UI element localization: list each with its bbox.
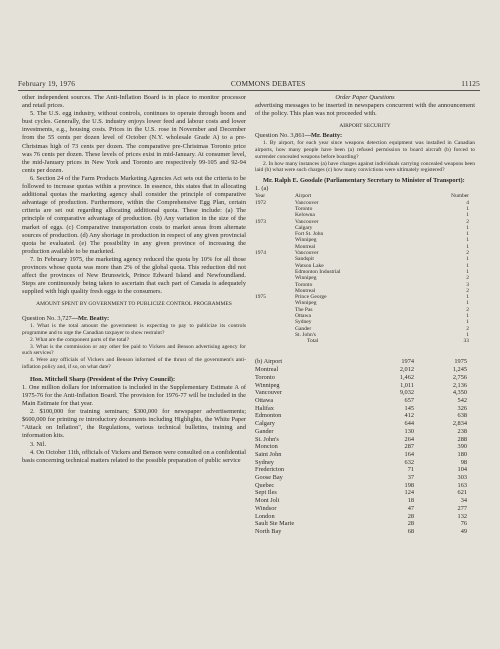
speaker-name: Hon. Mitchell Sharp (President of the Privy Council): [30, 375, 176, 383]
table-row [255, 513, 475, 521]
cell-1975: 4,350 [452, 389, 467, 397]
table-row [255, 397, 475, 405]
page-header [18, 79, 480, 88]
cell-airport: The Pas [295, 306, 313, 313]
cell-airport: Winnipeg [295, 237, 317, 244]
right-column [255, 94, 475, 536]
cell-airport: Fredericton [255, 466, 285, 474]
cell-1974: 145 [404, 404, 414, 412]
cell-airport: London [255, 512, 275, 520]
cell-1974: 657 [404, 396, 414, 404]
cell-number: 1 [466, 205, 469, 212]
cell-1975: 288 [457, 435, 467, 443]
cell-number: 2 [466, 275, 469, 282]
total-value: 33 [463, 338, 469, 345]
cell-airport: Halifax [255, 404, 274, 412]
paragraph: 7. In February 1975, the marketing agency reduced the quota by 10% for all those provinces whose quota was more than 2% of the global quota. This reduction did not affect the provinces of New Brunswick, Prince Edward Island and Newfoundland. Steps are continuously being taken to ascertain that each part of Canada is adequately supplied with high quality fresh eggs to the consumers. [22, 255, 246, 296]
cell-airport: Montreal [295, 287, 316, 294]
cell-airport: Edmonton Industrial [295, 268, 341, 275]
cell-1974: 644 [404, 420, 414, 428]
cell-number: 2 [466, 325, 469, 332]
cell-airport: Watson Lake [295, 262, 324, 269]
left-column [22, 94, 246, 465]
section-heading: AIRPORT SECURITY [339, 123, 391, 130]
question-asker: —Mr. Beatty: [304, 132, 343, 140]
cell-number: 1 [466, 331, 469, 338]
cell-number: 1 [466, 224, 469, 231]
cell-1975: 277 [457, 504, 467, 512]
cell-1974: 1,011 [400, 381, 414, 389]
cell-airport: Kelowna [295, 212, 315, 219]
surrenders-table [255, 358, 475, 535]
cell-1975: 76 [460, 520, 467, 528]
cell-airport: Vancouver [255, 389, 282, 397]
cell-number: 1 [466, 262, 469, 269]
cell-1975: 2,756 [452, 373, 467, 381]
question-label [22, 315, 246, 323]
table-header-row [255, 358, 475, 366]
cell-airport: Winnipeg [295, 300, 317, 307]
cell-airport: Montreal [255, 366, 279, 374]
column-header-airport: (b) Airport [255, 358, 283, 366]
cell-airport: Quebec [255, 481, 275, 489]
paragraph: 6. Section 24 of the Farm Products Marketing Agencies Act sets out the criteria to be followed to increase quotas within a province. In essence, this states that in allocating additional quotas the marketing agency shall consider the principle of comparative advantage of production. Furthermore, within the Comprehensive Egg Plan, certain criteria are set out regarding allocating additional quota. These include: (a) The principle of comparative advantage of production. (b) Any variation in the size of the market of eggs. (c) Comparative transportation costs to market areas from alternate sources of production. (d) Any shortage in production in respect of any given provincial quota be evaluated. (e) The possibility in any given province of increasing the production available to be marketed. [22, 174, 246, 255]
column-header-1975: 1975 [454, 358, 467, 366]
cell-1975: 104 [457, 466, 467, 474]
header-date: February 19, 1976 [18, 79, 76, 88]
cell-1974: 164 [404, 450, 414, 458]
table-row [255, 474, 475, 482]
answer-text: 2. $100,000 for training seminars; $300,000 for newspaper advertisements; $600,000 for printing re introductory documents including Highlights, the White Paper "Attack on Inflation", the Regulations, various technical bulletins, training and information kits. [22, 408, 246, 440]
table-row [255, 466, 475, 474]
cell-airport: Prince George [295, 294, 327, 301]
cell-1974: 632 [404, 458, 414, 466]
refusals-table-body [255, 200, 475, 339]
cell-airport: Sydney [255, 458, 274, 466]
paragraph: other independent sources. The Anti-Inflation Board is in place to monitor processor and retail prices. [22, 94, 246, 110]
question-text: 1. By airport, for each year since weapons detection equipment was installed in Canadian airports, how many people have been (a) refused permission to board aircraft (b) forced to surrender concealed weapons before boarding? [255, 140, 475, 160]
cell-1974: 28 [407, 520, 414, 528]
cell-airport: Saint John [255, 450, 282, 458]
question-label [255, 132, 475, 140]
table-row [255, 420, 475, 428]
header-title: COMMONS DEBATES [230, 79, 306, 88]
cell-number: 2 [466, 287, 469, 294]
table-row [255, 520, 475, 528]
cell-airport: Toronto [295, 281, 313, 288]
cell-number: 2 [466, 218, 469, 225]
cell-airport: Edmonton [255, 412, 282, 420]
question-text: 1. What is the total amount the government is expecting to pay to publicize its controls programme and to urge the Canadian taxpayer to show restraint? [22, 323, 246, 337]
cell-1975: 2,834 [452, 420, 467, 428]
refusals-table [255, 193, 475, 344]
cell-1975: 390 [457, 443, 467, 451]
table-row [255, 505, 475, 513]
cell-airport: Gander [255, 427, 274, 435]
column-header-1974: 1974 [401, 358, 414, 366]
cell-number: 4 [466, 199, 469, 206]
cell-airport: Fort St. John [295, 231, 324, 238]
cell-1974: 37 [407, 474, 414, 482]
cell-1975: 98 [460, 458, 467, 466]
cell-1974: 18 [407, 497, 414, 505]
question-number: Question No. 3,861 [255, 132, 305, 140]
cell-1974: 28 [407, 512, 414, 520]
table-row [255, 451, 475, 459]
cell-number: 1 [466, 243, 469, 250]
table-row [255, 382, 475, 390]
paragraph: 5. The U.S. egg industry, without controls, continues to operate through boom and bust cycles. Generally, the U.S. industry enjoys lower feed and labour costs and lower investments, e.g., housing costs. Prices in the U.S. rose in November and December from the 55 cents per dozen level of October (N.Y. wholesale Grade A) to a pre-Christmas high of 73 cents per dozen. The comparative pre-Christmas Toronto price was 76 cents per dozen. These levels of prices exist in mid-January. At consumer level, the mid-January prices in New York and Toronto are respectively 99-105 and 92-94 cents per dozen. [22, 110, 246, 174]
column-header-number: Number [450, 193, 469, 200]
cell-airport: Ottawa [255, 396, 274, 404]
paragraph: advertising messages to be inserted in newspapers concurrent with the announcement of the policy. This plan was not proceeded with. [255, 102, 475, 118]
cell-1975: 621 [457, 489, 467, 497]
question-text: 2. What are the component parts of the total? [30, 336, 130, 343]
question-number: Question No. 3,727 [22, 315, 72, 323]
question-asker: —Mr. Beatty: [71, 315, 110, 323]
cell-1975: 132 [457, 512, 467, 520]
cell-number: 1 [466, 268, 469, 275]
cell-year: 1972 [255, 199, 266, 206]
cell-1974: 198 [404, 481, 414, 489]
cell-1975: 180 [457, 450, 467, 458]
cell-1974: 412 [404, 412, 414, 420]
table-row [255, 459, 475, 467]
cell-airport: Moncton [255, 443, 278, 451]
cell-1975: 2,136 [452, 381, 467, 389]
section-title: Order Paper Questions [335, 94, 395, 101]
table-row [255, 412, 475, 420]
speaker-name: Mr. Ralph E. Goodale (Parliamentary Secretary to Minister of Transport): [263, 177, 465, 185]
cell-airport: Winnipeg [295, 275, 317, 282]
cell-number: 2 [466, 306, 469, 313]
cell-1974: 68 [407, 527, 414, 535]
cell-year: 1975 [255, 294, 266, 301]
cell-airport: Vancouver [295, 250, 319, 257]
cell-airport: St. John's [255, 435, 279, 443]
cell-1975: 326 [457, 404, 467, 412]
cell-1974: 124 [404, 489, 414, 497]
surrenders-table-body [255, 366, 475, 535]
cell-number: 1 [466, 300, 469, 307]
section-heading: AMOUNT SPENT BY GOVERNMENT TO PUBLICIZE CONTROL PROGRAMMES [36, 301, 232, 308]
cell-airport: Gander [295, 325, 312, 332]
cell-airport: Ottawa [295, 312, 311, 319]
cell-1975: 49 [460, 527, 467, 535]
table-row [255, 428, 475, 436]
cell-airport: Sept Iles [255, 489, 277, 497]
cell-number: 1 [466, 319, 469, 326]
cell-year: 1973 [255, 218, 266, 225]
cell-1974: 287 [404, 443, 414, 451]
cell-1975: 34 [460, 497, 467, 505]
answer-intro: 1. (a) [255, 185, 269, 193]
cell-airport: Sandspit [295, 256, 314, 263]
cell-1974: 47 [407, 504, 414, 512]
total-label: Total [307, 338, 319, 345]
question-text: 3. What is the commission or any other fee paid to Vickers and Benson advertising agency for such services? [22, 343, 246, 357]
cell-airport: Sault Ste Marie [255, 520, 295, 528]
cell-1974: 9,032 [399, 389, 414, 397]
cell-1974: 1,462 [399, 373, 414, 381]
cell-1975: 1,245 [452, 366, 467, 374]
table-row [255, 436, 475, 444]
cell-number: 1 [466, 237, 469, 244]
table-row [255, 497, 475, 505]
cell-airport: Vancouver [295, 218, 319, 225]
cell-airport: Sydney [295, 319, 312, 326]
cell-airport: Mont Joli [255, 497, 280, 505]
cell-1975: 163 [457, 481, 467, 489]
table-row [255, 389, 475, 397]
cell-airport: Calgary [295, 224, 313, 231]
cell-airport: St. John's [295, 331, 316, 338]
table-row [255, 443, 475, 451]
question-text: 2. In how many instances (a) have charges against individuals carrying concealed weapons been laid (b) what were such charges (c) how many convictions were ultimately registered? [255, 160, 475, 174]
answer-text: 3. Nil. [30, 440, 47, 448]
table-row [255, 489, 475, 497]
cell-airport: Montreal [295, 243, 316, 250]
cell-1975: 303 [457, 474, 467, 482]
cell-1975: 238 [457, 427, 467, 435]
cell-airport: Calgary [255, 420, 275, 428]
cell-airport: North Bay [255, 527, 282, 535]
column-header-airport: Airport [295, 193, 312, 200]
cell-1974: 2,012 [399, 366, 414, 374]
cell-1975: 542 [457, 396, 467, 404]
cell-number: 3 [466, 281, 469, 288]
column-header-year: Year [255, 193, 266, 200]
cell-airport: Vancouver [295, 199, 319, 206]
table-row [255, 405, 475, 413]
cell-number: 1 [466, 256, 469, 263]
cell-number: 1 [466, 212, 469, 219]
question-text: 4. Were any officials of Vickers and Benson informed of the thrust of the government's anti-inflation policy and, if so, on what date? [22, 357, 246, 371]
cell-airport: Goose Bay [255, 474, 283, 482]
table-row [255, 528, 475, 536]
cell-number: 1 [466, 231, 469, 238]
cell-number: 1 [466, 312, 469, 319]
cell-1975: 638 [457, 412, 467, 420]
table-row [255, 366, 475, 374]
cell-number: 2 [466, 250, 469, 257]
cell-airport: Winnipeg [255, 381, 280, 389]
cell-airport: Windsor [255, 504, 277, 512]
table-row [255, 482, 475, 490]
table-row [255, 374, 475, 382]
cell-number: 1 [466, 294, 469, 301]
cell-1974: 264 [404, 435, 414, 443]
cell-year: 1974 [255, 250, 266, 257]
cell-airport: Toronto [295, 205, 313, 212]
header-page-number: 11125 [461, 79, 480, 88]
header-rule [18, 90, 480, 91]
cell-1974: 71 [407, 466, 414, 474]
cell-airport: Toronto [255, 373, 275, 381]
answer-text: 4. On October 11th, officials of Vickers and Benson were consulted on a confidential basis concerning technical matters related to the possible preparation of public service [22, 448, 246, 464]
answer-text: 1. One million dollars for information is included in the Supplementary Estimate A of 1975-76 for the Anti-Inflation Board. The provision for 1976-77 will be included in the Main Estimate for that year. [22, 383, 246, 408]
cell-1974: 130 [404, 427, 414, 435]
